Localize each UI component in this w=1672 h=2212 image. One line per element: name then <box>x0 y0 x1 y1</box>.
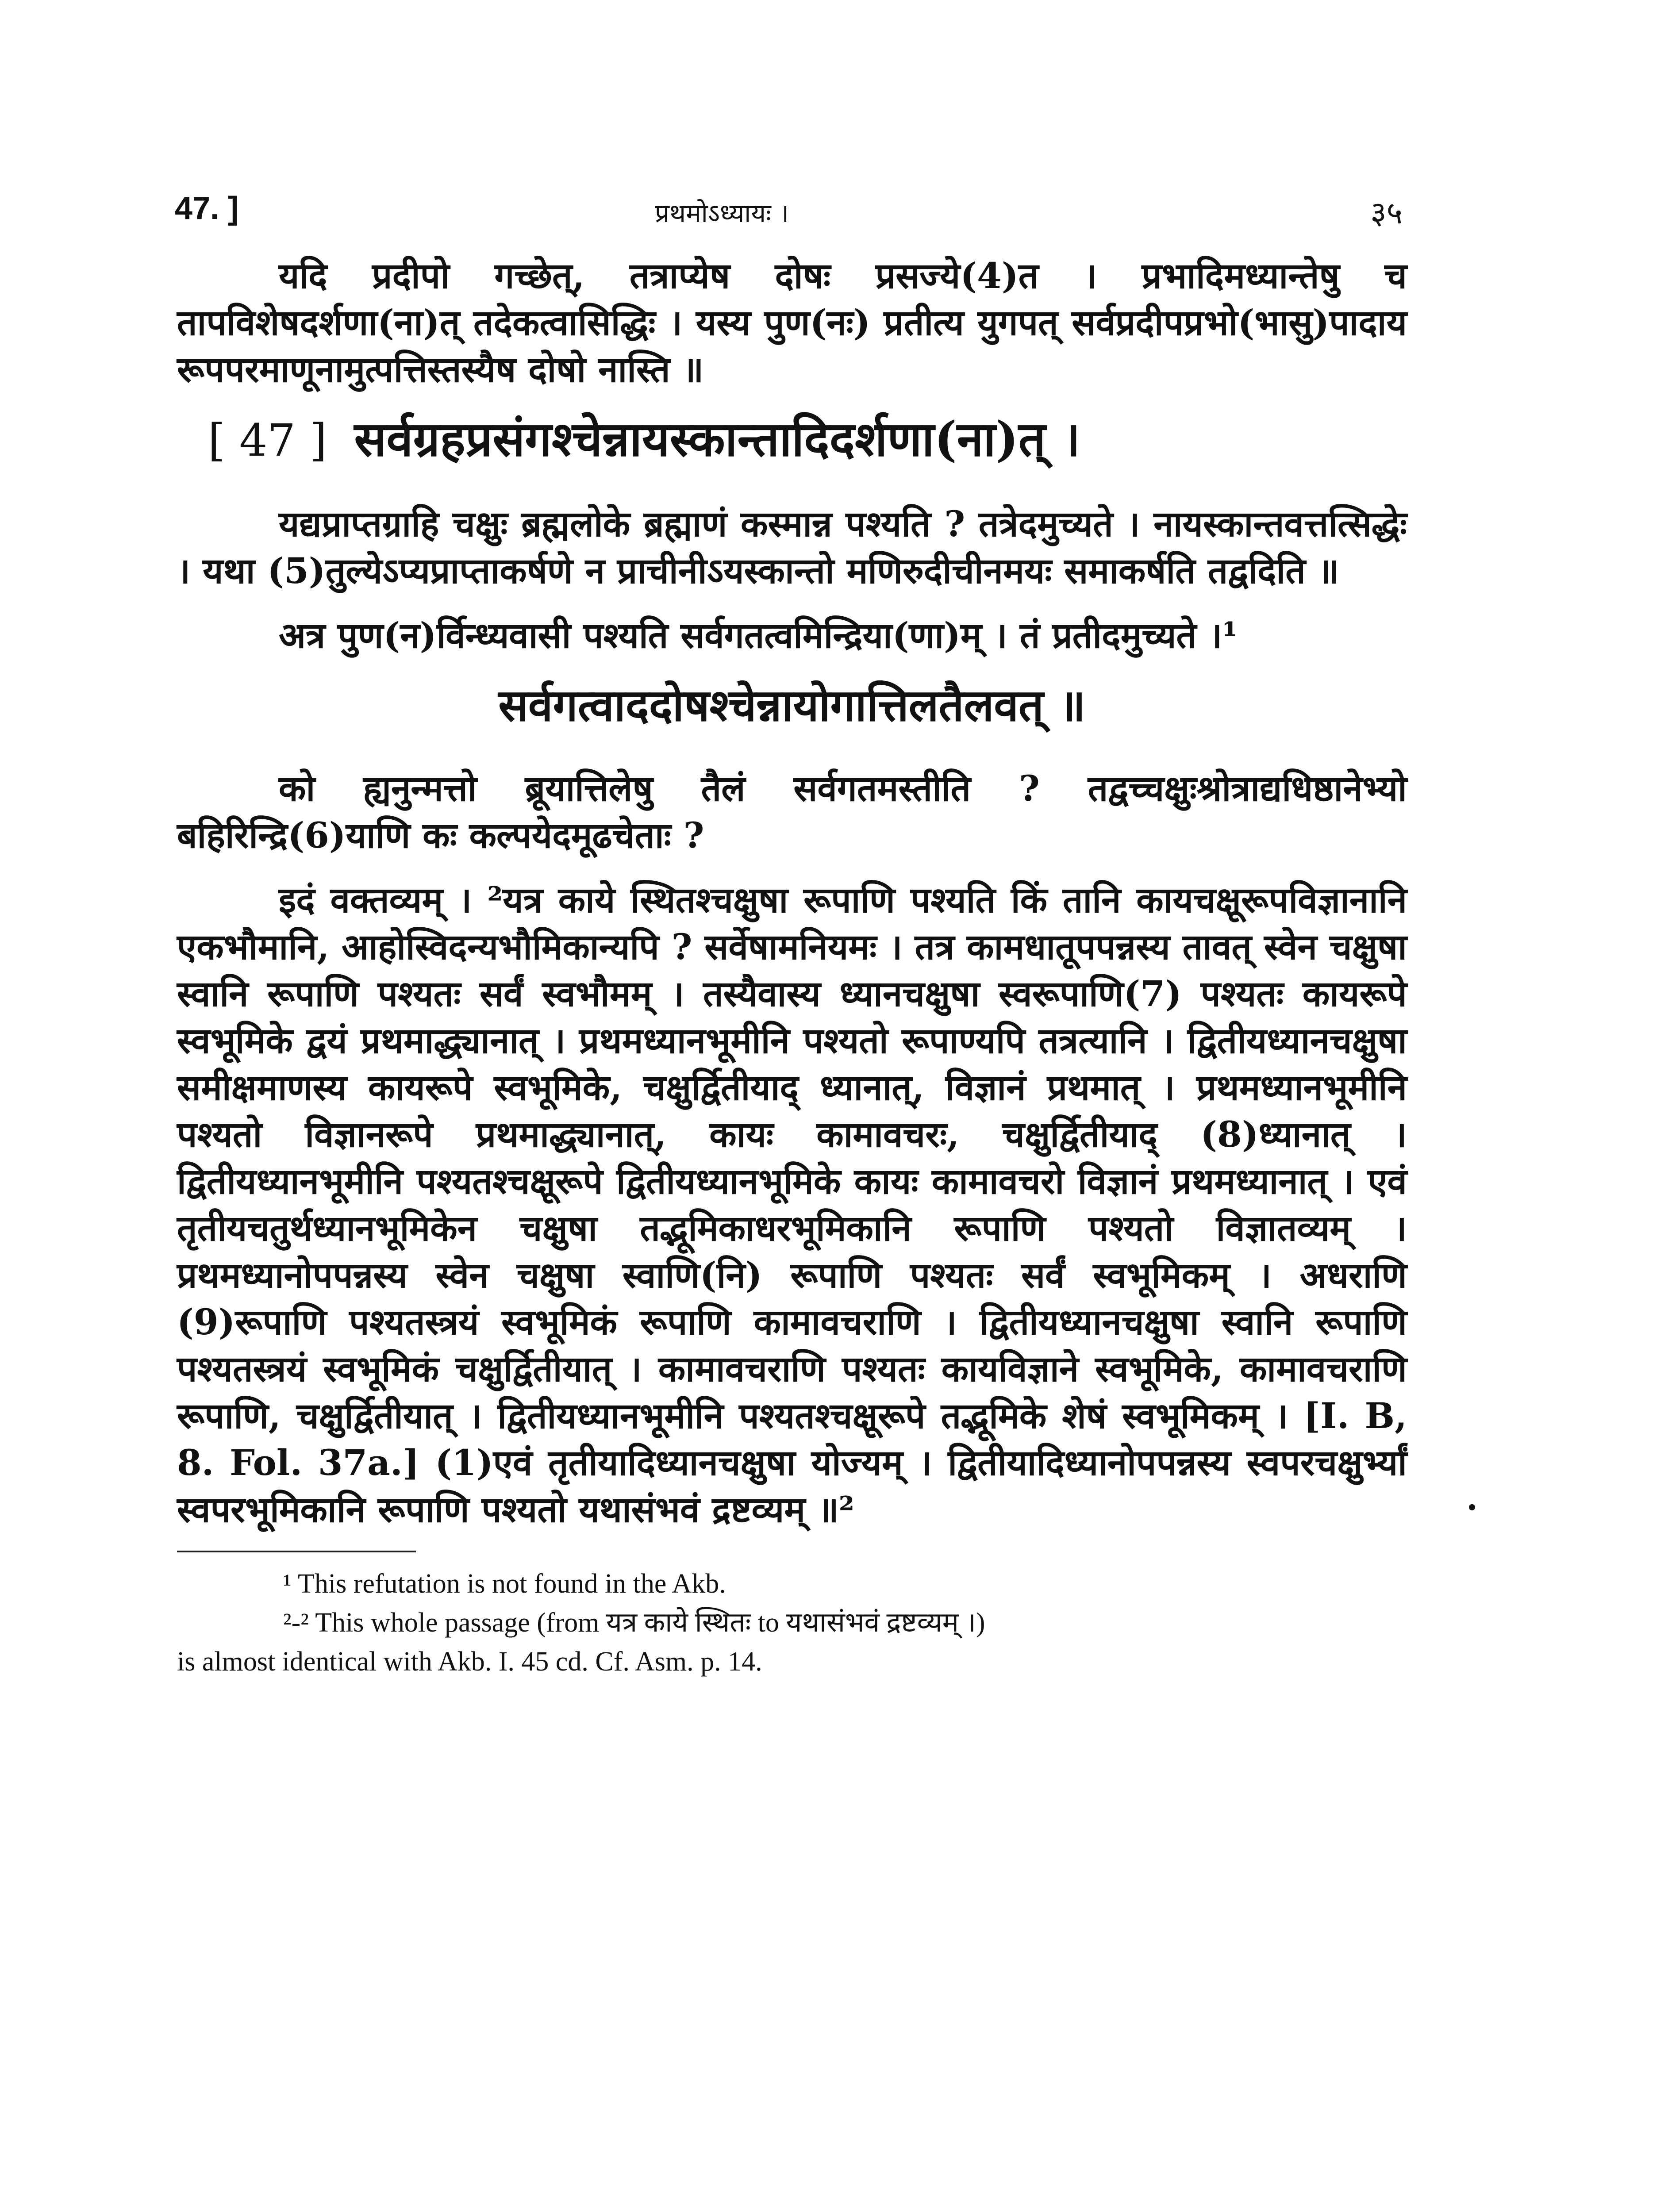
footnote-2-continuation: is almost identical with Akb. I. 45 cd. Cf. Asm. p. 14. <box>177 1647 762 1677</box>
section-number: 47. ] <box>175 191 239 226</box>
paragraph-2: यद्यप्राप्तग्राहि चक्षुः ब्रह्मलोके ब्रह्माणं कस्मान्न पश्यति ? तत्रेदमुच्यते । नायस्कान्तवत्तत्सिद्धेः । यथा (5)तुल्येऽप्यप्राप्ताकर्षणे न प्राचीनीऽयस्कान्तो मणिरुदीचीनमयः समाकर्षति तद्वदिति ॥ <box>177 503 1407 591</box>
paragraph-5: इदं वक्तव्यम् । ²यत्र काये स्थितश्चक्षुषा रूपाणि पश्यति किं तानि कायचक्षूरूपविज्ञानानि एकभौमानि, आहोस्विदन्यभौमिकान्यपि ? सर्वेषामनियमः । तत्र कामधातूपपन्नस्य तावत् स्वेन चक्षुषा स्वानि रूपाणि पश्यतः सर्वं स्वभौमम् । तस्यैवास्य ध्यानचक्षुषा स्वरूपाणि(7) पश्यतः कायरूपे स्वभूमिके द्वयं प्रथमाद्ध्यानात् । प्रथमध्यानभूमीनि पश्यतो रूपाण्यपि तत्रत्यानि । द्वितीयध्यानचक्षुषा समीक्षमाणस्य कायरूपे स्वभूमिके, चक्षुर्द्वितीयाद् ध्यानात्, विज्ञानं प्रथमात् । प्रथमध्यानभूमीनि पश्यतो विज्ञानरूपे प्रथमाद्ध्यानात्, कायः कामावचरः, चक्षुर्द्वितीयाद् (8)ध्यानात् । द्वितीयध्यानभूमीनि पश्यतश्चक्षूरूपे द्वितीयध्यानभूमिके कायः कामावचरो विज्ञानं प्रथमध्यानात् । एवं तृतीयचतुर्थध्यानभूमिकेन चक्षुषा तद्भूमिकाधरभूमिकानि रूपाणि पश्यतो विज्ञातव्यम् । प्रथमध्यानोपपन्नस्य स्वेन चक्षुषा स्वाणि(नि) रूपाणि पश्यतः सर्वं स्वभूमिकम् । अधराणि (9)रूपाणि पश्यतस्त्रयं स्वभूमिकं रूपाणि कामावचराणि । द्वितीयध्यानचक्षुषा स्वानि रूपाणि पश्यतस्त्रयं स्वभूमिकं चक्षुर्द्वितीयात् । कामावचराणि पश्यतः कायविज्ञाने स्वभूमिके, कामावचराणि रूपाणि, चक्षुर्द्वितीयात् । द्वितीयध्यानभूमीनि पश्यतश्चक्षूरूपे तद्भूमिके शेषं स्वभूमिकम् । [I. B, 8. Fol. 37a.] (1)एवं तृतीयादिध्यानचक्षुषा योज्यम् । द्वितीयादिध्यानोपपन्नस्य स्वपरचक्षुर्भ्यां स्वपरभूमिकानि रूपाणि पश्यतो यथासंभवं द्रष्टव्यम् ॥² <box>177 879 1407 1530</box>
chapter-title: प्रथमोऽध्यायः । <box>655 198 789 228</box>
footnote-2: ²-² This whole passage (from यत्र काये स्थितः to यथासंभवं द्रष्टव्यम् ।) <box>283 1608 985 1638</box>
ink-speck <box>1469 1504 1475 1510</box>
footnote-divider <box>177 1551 416 1552</box>
paragraph-4: को ह्यनुन्मत्तो ब्रूयात्तिलेषु तैलं सर्वगतमस्तीति ? तद्वच्चक्षुःश्रोत्राद्यधिष्ठानेभ्यो बहिरिन्द्रि(6)याणि कः कल्पयेदमूढचेताः ? <box>177 768 1407 856</box>
verse-heading <box>208 411 1407 469</box>
running-header <box>177 186 1407 252</box>
footnotes <box>177 1566 1407 1680</box>
verse-text: सर्वग्रहप्रसंगश्चेन्नायस्कान्तादिदर्शणा(ना)त् । <box>354 411 1080 467</box>
paragraph-3: अत्र पुण(न)र्विन्ध्यवासी पश्यति सर्वगतत्वमिन्द्रिया(णा)म् । तं प्रतीदमुच्यते ।¹ <box>279 614 1238 656</box>
page-number: ३५ <box>1370 195 1403 231</box>
footnote-1: ¹ This refutation is not found in the Akb. <box>283 1569 726 1599</box>
karika-verse: सर्वगत्वाददोषश्चेन्नायोगात्तिलतैलवत् ॥ <box>498 679 1086 731</box>
verse-number: [ 47 ] <box>208 415 327 466</box>
paragraph-1: यदि प्रदीपो गच्छेत्, तत्राप्येष दोषः प्रसज्ये(4)त । प्रभादिमध्यान्तेषु च तापविशेषदर्शणा(ना)त् तदेकत्वासिद्धिः । यस्य पुण(नः) प्रतीत्य युगपत् सर्वप्रदीपप्रभो(भासु)पादाय रूपपरमाणूनामुत्पत्तिस्तस्यैष दोषो नास्ति ॥ <box>177 255 1407 390</box>
page <box>177 186 1407 1682</box>
